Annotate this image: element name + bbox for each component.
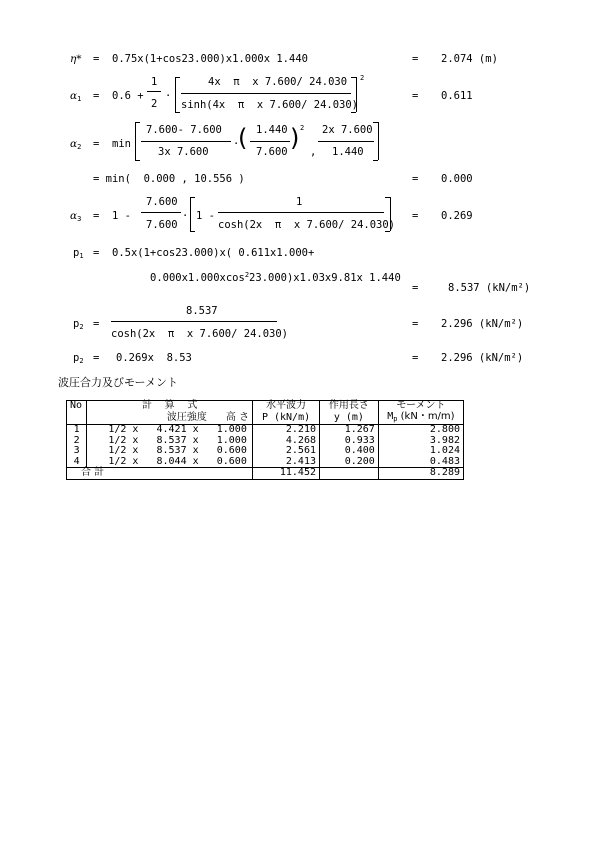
row-moment: 1.024	[378, 446, 463, 457]
wave-force-table	[66, 400, 464, 480]
alpha2-bracket-right-top	[373, 122, 378, 123]
header-moment-unit: $M_p$ (kN・m/m)	[378, 412, 463, 425]
alpha2-label: $\alpha_2$	[70, 138, 82, 151]
alpha2-paren-right: )	[290, 124, 300, 152]
row-force: 2.561	[253, 446, 320, 457]
p3-expression: 0.269x 8.53	[116, 352, 192, 364]
p3-result-equals: =	[412, 352, 419, 364]
header-calc-sub: 波圧強度 高 さ	[87, 412, 253, 425]
alpha3-result: 0.269	[441, 210, 473, 222]
row-no: 3	[67, 446, 87, 457]
alpha1-lead: 0.6 +	[112, 90, 144, 102]
alpha3-label: $\alpha_3$	[70, 210, 82, 223]
alpha2-f1-numerator: 7.600- 7.600	[146, 124, 222, 136]
alpha3-equals: =	[93, 210, 100, 222]
alpha2-f3-bar	[318, 141, 374, 142]
eta-label: η*	[70, 53, 82, 65]
row-force: 2.413	[253, 457, 320, 468]
eta-result: 2.074 (m)	[441, 53, 498, 65]
alpha2-bracket-right	[378, 122, 379, 160]
alpha2-comma: ,	[310, 146, 317, 158]
alpha1-dot: ·	[165, 90, 172, 102]
alpha1-bracket-left-top	[175, 77, 180, 78]
alpha2-f2-bar	[250, 141, 290, 142]
header-arm-unit: y (m)	[320, 412, 379, 425]
row-arm: 1.267	[320, 425, 379, 436]
p2-label: $p_2$	[73, 318, 84, 331]
header-calc: 計 算 式	[87, 401, 253, 412]
total-row	[67, 468, 464, 480]
row-force: 4.268	[253, 436, 320, 447]
alpha3-f1-numerator: 7.600	[146, 196, 178, 208]
p1-line2: 0.000x1.000xcos$^2$23.000)x1.03x9.81x 1.440	[150, 271, 401, 284]
alpha1-result: 0.611	[441, 90, 473, 102]
p2-equals: =	[93, 318, 100, 330]
alpha3-lead: 1 -	[112, 210, 131, 222]
alpha2-f3-numerator: 2x 7.600	[322, 124, 373, 136]
p2-fraction-bar	[111, 321, 277, 322]
eta-expression: 0.75x(1+cos23.000)x1.000x 1.440	[112, 53, 308, 65]
alpha2-bracket-left-top	[135, 122, 140, 123]
alpha1-bracket-left-bottom	[175, 112, 180, 113]
alpha1-label: $\alpha_1$	[70, 90, 82, 103]
alpha3-bracket-right-top	[385, 197, 390, 198]
row-no: 1	[67, 425, 87, 436]
alpha3-bracket-right	[390, 197, 391, 231]
row-arm: 0.400	[320, 446, 379, 457]
total-force: 11.452	[253, 468, 320, 480]
row-arm: 0.933	[320, 436, 379, 447]
alpha3-inner-lead: 1 -	[196, 210, 215, 222]
p3-equals: =	[93, 352, 100, 364]
table-row	[67, 457, 464, 468]
p1-result-equals: =	[412, 282, 419, 294]
alpha3-dot: ·	[182, 210, 189, 222]
alpha1-denominator: sinh(4x π x 7.600/ 24.030)	[181, 99, 359, 111]
alpha3-bracket-left-bottom	[190, 231, 195, 232]
alpha3-bracket-left	[190, 197, 191, 231]
row-calc: 1/2 x 8.537 x 0.600	[87, 446, 253, 457]
alpha2-f1-denominator: 3x 7.600	[158, 146, 209, 158]
p3-result: 2.296 (kN/m²)	[441, 352, 524, 364]
alpha3-f2-bar	[218, 212, 384, 213]
row-moment: 2.800	[378, 425, 463, 436]
alpha1-bracket-right-bottom	[351, 112, 356, 113]
total-arm-blank	[320, 468, 379, 480]
row-calc: 1/2 x 8.537 x 1.000	[87, 436, 253, 447]
alpha2-equals: =	[93, 138, 100, 150]
alpha1-power: 2	[360, 74, 365, 82]
alpha2-paren-left: (	[238, 124, 248, 152]
row-arm: 0.200	[320, 457, 379, 468]
p2-denominator: cosh(2x π x 7.600/ 24.030)	[111, 328, 289, 340]
alpha2-f1-bar	[141, 141, 231, 142]
alpha2-f3-denominator: 1.440	[332, 146, 364, 158]
row-moment: 3.982	[378, 436, 463, 447]
alpha1-fraction-bar	[181, 93, 351, 94]
total-label: 合 計	[67, 468, 253, 480]
alpha3-bracket-right-bottom	[385, 231, 390, 232]
p2-result: 2.296 (kN/m²)	[441, 318, 524, 330]
alpha3-f2-denominator: cosh(2x π x 7.600/ 24.030)	[218, 219, 396, 231]
alpha2-dot: ·	[233, 138, 240, 150]
alpha1-bracket-left	[175, 77, 176, 112]
p2-numerator: 8.537	[186, 305, 218, 317]
alpha2-result-equals: =	[412, 173, 419, 185]
alpha1-equals: =	[93, 90, 100, 102]
alpha2-f2-denominator: 7.600	[256, 146, 288, 158]
total-moment: 8.289	[378, 468, 463, 480]
alpha3-f2-numerator: 1	[296, 196, 303, 208]
p2-result-equals: =	[412, 318, 419, 330]
alpha3-f1-bar	[141, 212, 181, 213]
header-no-blank	[67, 412, 87, 425]
alpha1-numerator: 4x π x 7.600/ 24.030	[208, 76, 348, 88]
p1-result: 8.537 (kN/m²)	[448, 282, 531, 294]
alpha1-half-numerator: 1	[151, 76, 158, 88]
alpha2-bracket-left-bottom	[135, 160, 140, 161]
alpha3-result-equals: =	[412, 210, 419, 222]
alpha2-min-line: = min( 0.000 , 10.556 )	[93, 173, 245, 185]
header-no: No	[67, 401, 87, 412]
header-force-unit: P (kN/m)	[253, 412, 320, 425]
alpha1-half-fraction-bar	[147, 91, 161, 92]
row-no: 4	[67, 457, 87, 468]
row-calc: 1/2 x 8.044 x 0.600	[87, 457, 253, 468]
alpha3-bracket-left-top	[190, 197, 195, 198]
header-arm: 作用長さ	[320, 401, 379, 412]
header-force: 水平波力	[253, 401, 320, 412]
alpha2-min: min	[112, 138, 131, 150]
alpha2-bracket-left	[135, 122, 136, 160]
section-title: 波圧合力及びモーメント	[58, 376, 179, 389]
alpha2-f2-numerator: 1.440	[256, 124, 288, 136]
row-force: 2.210	[253, 425, 320, 436]
alpha2-power: 2	[300, 124, 305, 132]
eta-result-equals: =	[412, 53, 419, 65]
header-moment: モーメント	[378, 401, 463, 412]
alpha1-bracket-right-top	[351, 77, 356, 78]
p1-equals: =	[93, 247, 100, 259]
alpha1-result-equals: =	[412, 90, 419, 102]
alpha1-bracket-right	[356, 77, 357, 112]
row-moment: 0.483	[378, 457, 463, 468]
row-calc: 1/2 x 4.421 x 1.000	[87, 425, 253, 436]
eta-equals: =	[93, 53, 100, 65]
alpha2-bracket-right-bottom	[373, 160, 378, 161]
p1-line1: 0.5x(1+cos23.000)x( 0.611x1.000+	[112, 247, 315, 259]
alpha1-half-denominator: 2	[151, 98, 158, 110]
p1-label: $p_1$	[73, 247, 84, 260]
p3-label: $p_2$	[73, 352, 84, 365]
row-no: 2	[67, 436, 87, 447]
alpha2-result: 0.000	[441, 173, 473, 185]
alpha3-f1-denominator: 7.600	[146, 219, 178, 231]
